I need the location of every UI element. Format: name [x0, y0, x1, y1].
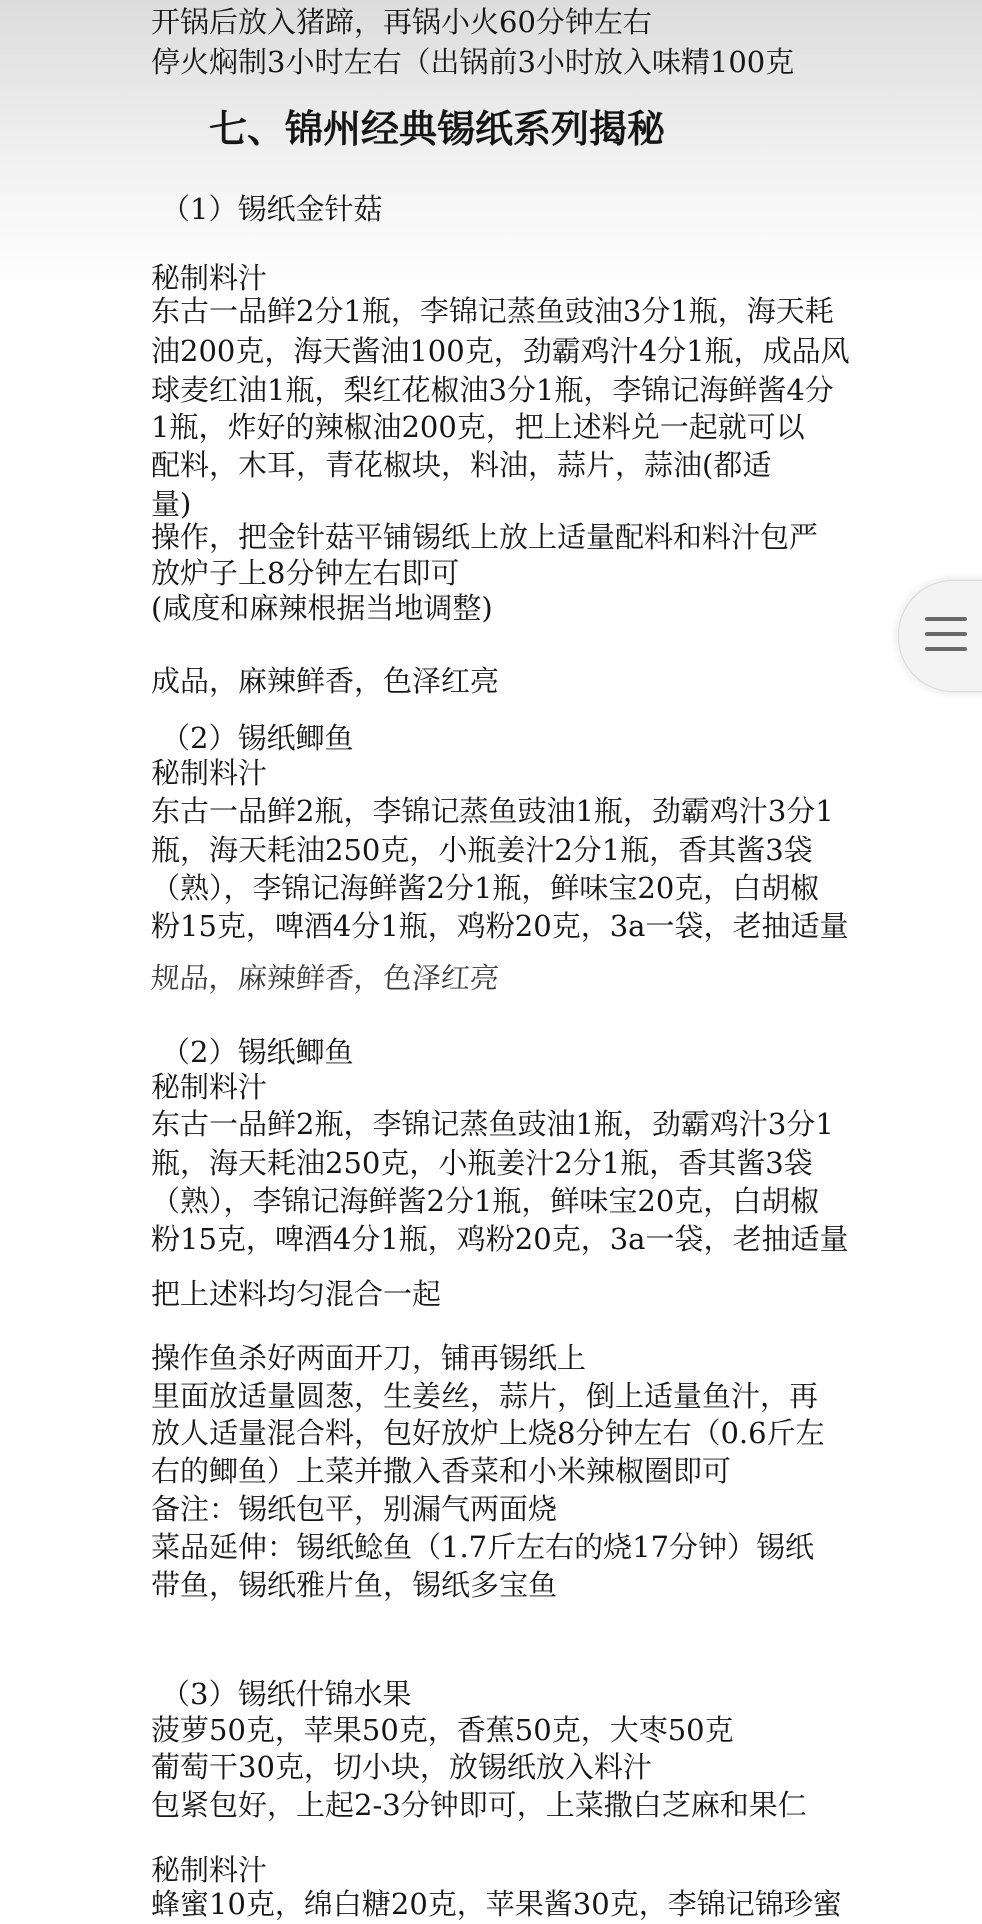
text-line: 东古一品鲜2瓶，李锦记蒸鱼豉油1瓶，劲霸鸡汁3分1: [151, 794, 834, 828]
sauce-label: 秘制料汁: [151, 756, 268, 790]
section-title: （1）锡纸金针菇: [161, 192, 383, 226]
text-line: 停火焖制3小时左右（出锅前3小时放入味精100克: [151, 45, 795, 79]
text-line: 配料，木耳，青花椒块，料油，蒜片，蒜油(都适: [151, 448, 772, 482]
garbled-result-line: 规品，麻辣鲜香，色泽红亮: [149, 961, 501, 995]
text-line: （熟），李锦记海鲜酱2分1瓶，鲜味宝20克，白胡椒: [151, 1184, 820, 1218]
sauce-label: 秘制料汁: [151, 261, 268, 295]
text-line: 球麦红油1瓶，梨红花椒油3分1瓶，李锦记海鲜酱4分: [151, 373, 834, 407]
section-title: （2）锡纸鲫鱼: [161, 721, 354, 755]
text-line: 操作，把金针菇平铺锡纸上放上适量配料和料汁包严: [151, 520, 819, 554]
sauce-label: 秘制料汁: [151, 1070, 268, 1104]
text-line: 右的鲫鱼）上菜并撒入香菜和小米辣椒圈即可: [151, 1454, 732, 1488]
text-line: 粉15克，啤酒4分1瓶，鸡粉20克，3a一袋，老抽适量: [151, 909, 849, 943]
floating-menu-button[interactable]: [898, 580, 982, 692]
text-line: 东古一品鲜2分1瓶，李锦记蒸鱼豉油3分1瓶，海天耗: [151, 294, 834, 328]
text-line: 放炉子上8分钟左右即可: [151, 556, 460, 590]
text-line: 包紧包好，上起2-3分钟即可，上菜撒白芝麻和果仁: [151, 1788, 807, 1822]
text-line: 粉15克，啤酒4分1瓶，鸡粉20克，3a一袋，老抽适量: [151, 1222, 849, 1256]
text-line: 瓶，海天耗油250克，小瓶姜汁2分1瓶，香其酱3袋: [151, 833, 813, 867]
text-line: 放人适量混合料，包好放炉上烧8分钟左右（0.6斤左: [151, 1416, 825, 1450]
text-line: 葡萄干30克，切小块，放锡纸放入料汁: [151, 1750, 652, 1784]
text-line: （熟），李锦记海鲜酱2分1瓶，鲜味宝20克，白胡椒: [151, 871, 820, 905]
text-line: 1瓶，炸好的辣椒油200克，把上述料兑一起就可以: [151, 410, 805, 444]
section-title: （2）锡纸鲫鱼: [161, 1035, 354, 1069]
text-line: 带鱼，锡纸雅片鱼，锡纸多宝鱼: [151, 1568, 558, 1602]
section-title: （3）锡纸什锦水果: [161, 1677, 412, 1711]
menu-icon: [925, 617, 971, 653]
text-line: 东古一品鲜2瓶，李锦记蒸鱼豉油1瓶，劲霸鸡汁3分1: [151, 1107, 834, 1141]
text-line: 菜品延伸：锡纸鲶鱼（1.7斤左右的烧17分钟）锡纸: [151, 1530, 815, 1564]
text-line: 蜂蜜10克，绵白糖20克，苹果酱30克，李锦记锦珍蜜: [151, 1887, 842, 1921]
text-line: 量): [151, 487, 192, 521]
text-line: 开锅后放入猪蹄，再锅小火60分钟左右: [151, 5, 652, 39]
text-line: 菠萝50克，苹果50克，香蕉50克，大枣50克: [151, 1713, 734, 1747]
section-heading: 七、锦州经典锡纸系列揭秘: [209, 107, 666, 151]
text-line: (咸度和麻辣根据当地调整): [151, 591, 493, 625]
result-line: 成品，麻辣鲜香，色泽红亮: [151, 664, 500, 698]
text-line: 备注：锡纸包平，别漏气两面烧: [151, 1492, 558, 1526]
sauce-label: 秘制料汁: [151, 1853, 268, 1887]
mix-line: 把上述料均匀混合一起: [151, 1277, 442, 1311]
text-line: 油200克，海天酱油100克，劲霸鸡汁4分1瓶，成品风: [151, 334, 850, 368]
text-line: 操作鱼杀好两面开刀，铺再锡纸上: [151, 1341, 587, 1375]
text-line: 瓶，海天耗油250克，小瓶姜汁2分1瓶，香其酱3袋: [151, 1146, 813, 1180]
text-line: 里面放适量圆葱，生姜丝，蒜片，倒上适量鱼汁，再: [151, 1379, 819, 1413]
